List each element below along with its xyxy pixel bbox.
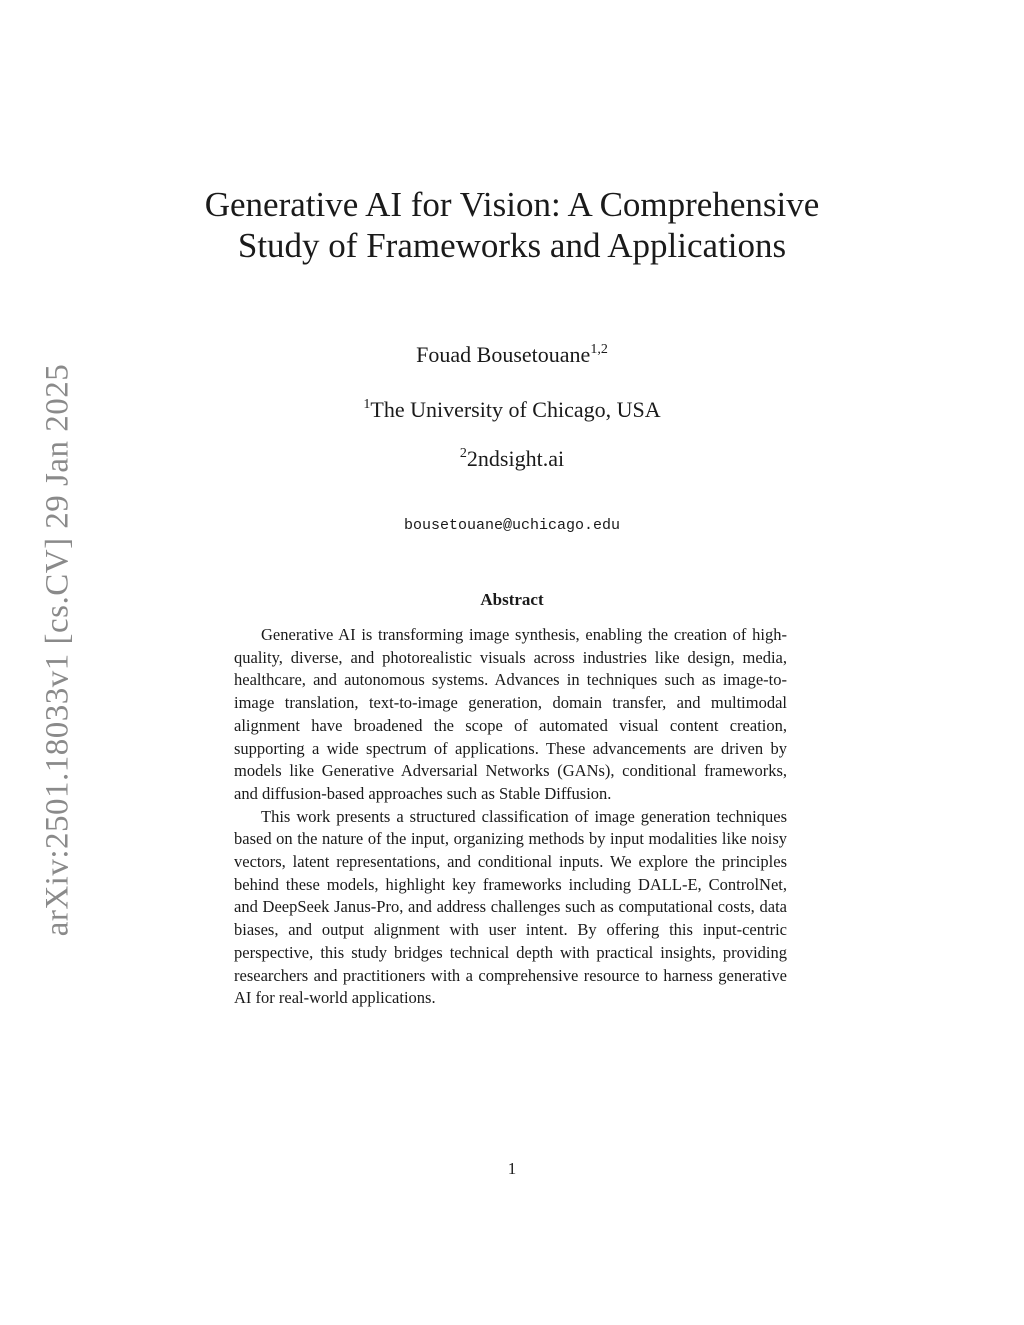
author-line	[0, 342, 1024, 368]
author-name: Fouad Bousetouane	[416, 342, 591, 367]
arxiv-side-stamp: arXiv:2501.18033v1 [cs.CV] 29 Jan 2025	[39, 363, 76, 937]
abstract-paragraph-1: Generative AI is transforming image synthesis, enabling the creation of high-quality, diverse, and photorealistic visuals across industries like design, media, healthcare, and autonomous systems. Advances in techniques such as image-to-image translation, text-to-image generation, domain transfer, and multimodal alignment have broadened the scope of automated visual content creation, supporting a wide spectrum of applications. These advancements are driven by models like Generative Adversarial Networks (GANs), conditional frameworks, and diffusion-based approaches such as Stable Diffusion.	[234, 625, 787, 803]
affiliation-1-mark: 1	[363, 397, 371, 412]
paper-title-line-1: Generative AI for Vision: A Comprehensive	[204, 185, 820, 224]
affiliation-1	[0, 397, 1024, 423]
abstract-paragraph-2: This work presents a structured classification of image generation techniques based on the nature of the input, organizing methods by input modalities like noisy vectors, latent representations, and conditional inputs. We explore the principles behind these models, highlight key frameworks including DALL-E, ControlNet, and DeepSeek Janus-Pro, and address challenges such as computational costs, data biases, and output alignment with user intent. By offering this input-centric perspective, this study bridges technical depth with practical insights, providing researchers and practitioners with a comprehensive resource to harness generative AI for real-world applications.	[234, 806, 787, 1008]
page-number: 1	[507, 1159, 517, 1178]
abstract-body	[234, 624, 787, 1010]
abstract-heading: Abstract	[480, 590, 544, 609]
affiliation-2-mark: 2	[459, 446, 467, 461]
paper-title-line-2: Study of Frameworks and Applications	[237, 226, 787, 265]
author-email: bousetouane@uchicago.edu	[403, 517, 621, 534]
affiliation-2-text: 2ndsight.ai	[466, 446, 565, 471]
author-affiliation-marks: 1,2	[590, 342, 608, 357]
affiliation-2	[0, 446, 1024, 472]
affiliation-1-text: The University of Chicago, USA	[370, 397, 661, 422]
paper-title	[0, 184, 1024, 266]
